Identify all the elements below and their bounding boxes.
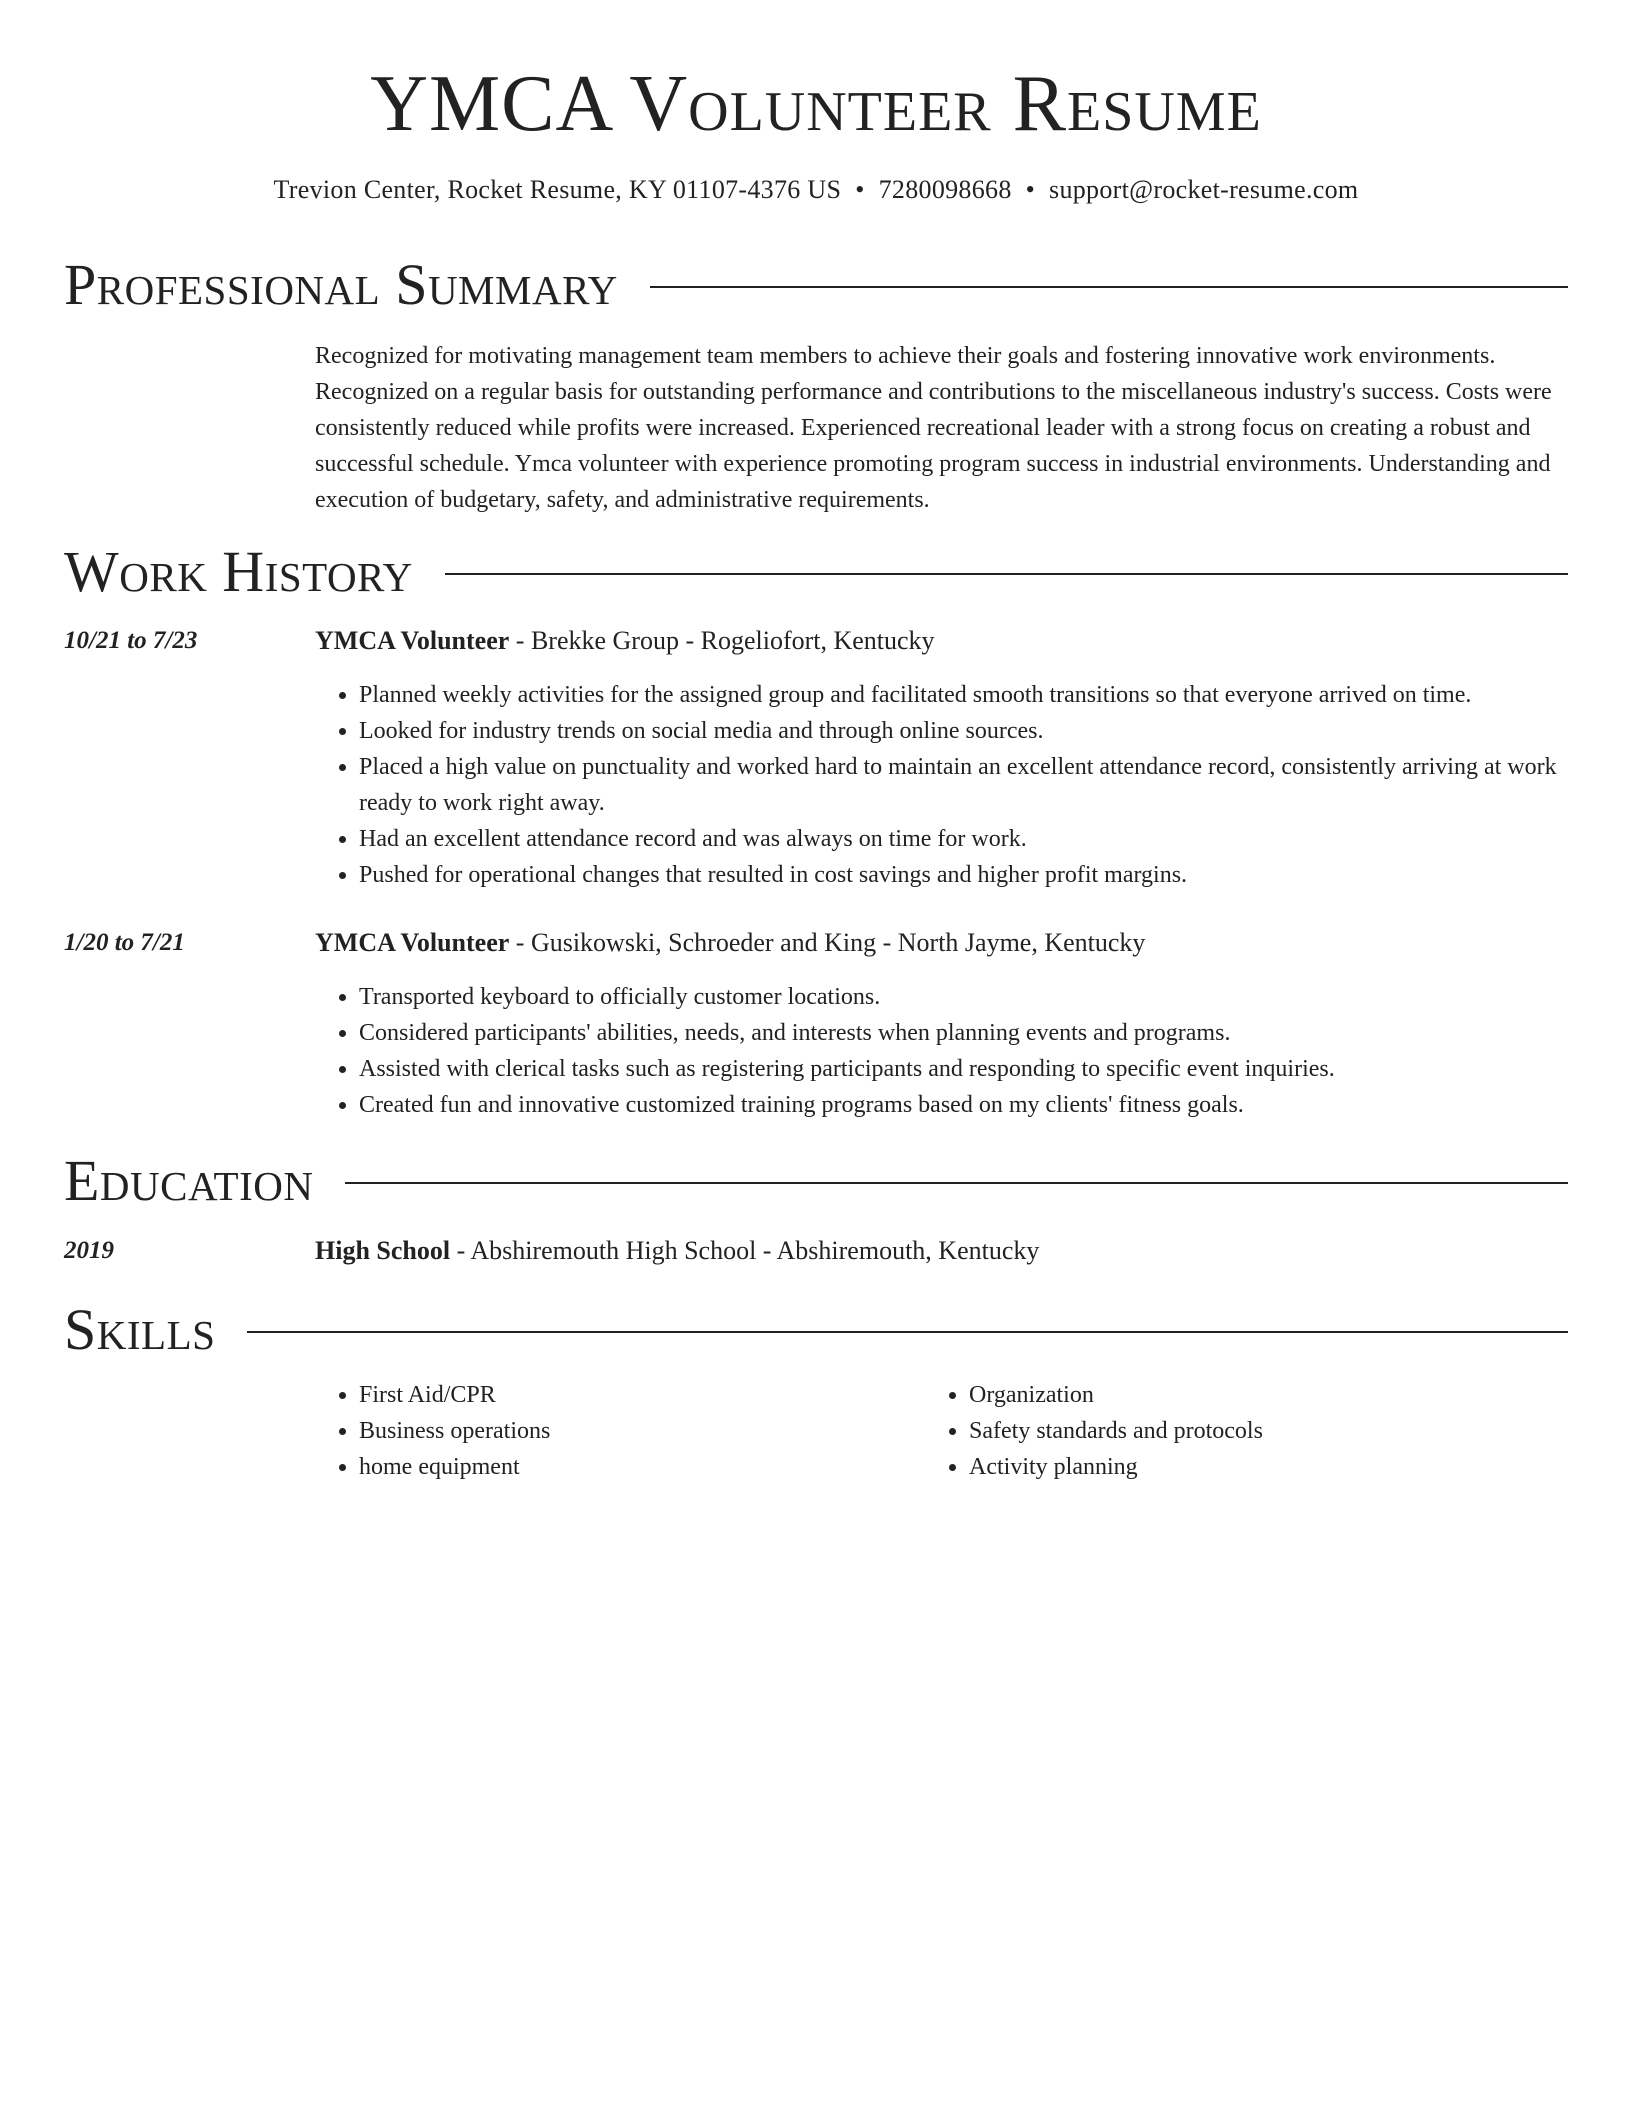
section-title-education: Education [64, 1148, 314, 1213]
skill-item: • Safety standards and protocols [969, 1413, 1525, 1449]
contact-address: Trevion Center, Rocket Resume, KY 01107-4376 US [273, 175, 842, 204]
job-title-line [315, 925, 1145, 961]
section-title-summary: Professional Summary [64, 252, 618, 317]
section-header-skills [64, 1295, 1568, 1365]
education-degree: High School [315, 1236, 451, 1265]
skill-item: • home equipment [359, 1449, 915, 1485]
education-line [315, 1233, 1039, 1269]
list-item: • Considered participants' abilities, needs, and interests when planning events and programs. [359, 1015, 1568, 1051]
section-header-education [64, 1146, 1568, 1216]
section-title-work: Work History [64, 539, 413, 604]
section-header-work [64, 537, 1568, 607]
list-item: • Looked for industry trends on social media and through online sources. [359, 713, 1568, 749]
section-divider [650, 286, 1568, 288]
section-divider [445, 573, 1568, 575]
skill-item: • Activity planning [969, 1449, 1525, 1485]
list-item: • Pushed for operational changes that resulted in cost savings and higher profit margins. [359, 857, 1568, 893]
job-role: YMCA Volunteer [315, 626, 510, 655]
contact-line [64, 172, 1568, 208]
summary-text: Recognized for motivating management team members to achieve their goals and fostering innovative work environments. Recognized on a regular basis for outstanding performance and contributions to the miscellaneous industry's success. Costs were consistently reduced while profits were increased. Experienced recreational leader with a strong focus on creating a robust and successful schedule. Ymca volunteer with experience promoting program success in industrial environments. Understanding and execution of budgetary, safety, and administrative requirements. [315, 343, 1552, 513]
section-divider [345, 1182, 1568, 1184]
job-bullet-list [315, 677, 1568, 893]
job-role: YMCA Volunteer [315, 928, 510, 957]
section-header-summary [64, 250, 1568, 320]
list-item: • Had an excellent attendance record and was always on time for work. [359, 821, 1568, 857]
job-bullet-list [315, 979, 1568, 1123]
list-item: • Transported keyboard to officially customer locations. [359, 979, 1568, 1015]
skill-item: • Business operations [359, 1413, 915, 1449]
job-dates: 10/21 to 7/23 [64, 627, 198, 654]
resume-title: YMCA Volunteer Resume [370, 60, 1262, 148]
contact-email: support@rocket-resume.com [1049, 175, 1359, 204]
list-item: • Created fun and innovative customized training programs based on my clients' fitness goals. [359, 1087, 1568, 1123]
contact-separator: • [855, 175, 865, 204]
job-details: - Gusikowski, Schroeder and King - North Jayme, Kentucky [509, 928, 1146, 957]
job-details: - Brekke Group - Rogeliofort, Kentucky [509, 626, 935, 655]
skills-list-right [925, 1377, 1525, 1485]
job-dates: 1/20 to 7/21 [64, 929, 185, 956]
section-divider [247, 1331, 1568, 1333]
skills-list-left [315, 1377, 915, 1485]
education-details: - Abshiremouth High School - Abshiremouth, Kentucky [450, 1236, 1040, 1265]
skill-item: • Organization [969, 1377, 1525, 1413]
contact-phone: 7280098668 [878, 175, 1012, 204]
education-year: 2019 [64, 1237, 114, 1264]
contact-separator: • [1025, 175, 1036, 204]
list-item: • Assisted with clerical tasks such as registering participants and responding to specific event inquiries. [359, 1051, 1568, 1087]
section-title-skills: Skills [64, 1297, 216, 1362]
list-item: • Placed a high value on punctuality and worked hard to maintain an excellent attendance record, consistently arriving at work ready to work right away. [359, 749, 1568, 821]
job-title-line [315, 623, 935, 659]
skill-item: • First Aid/CPR [359, 1377, 915, 1413]
list-item: • Planned weekly activities for the assigned group and facilitated smooth transitions so that everyone arrived on time. [359, 677, 1568, 713]
